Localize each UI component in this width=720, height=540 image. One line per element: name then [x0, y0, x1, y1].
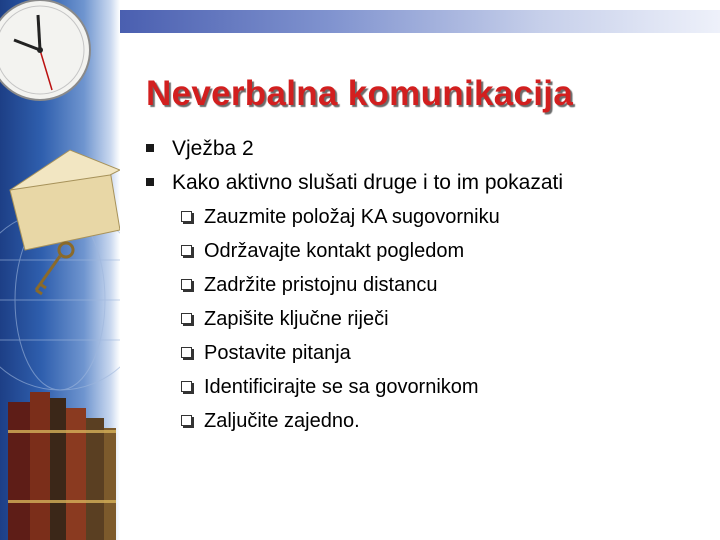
square-bullet-icon	[146, 144, 154, 152]
list-item	[144, 166, 563, 200]
books-icon	[8, 392, 116, 540]
sub-bullet-text: Zadržite pristojnu distancu	[204, 274, 438, 296]
clock-icon	[0, 0, 90, 100]
slide-title: Neverbalna komunikacija	[146, 74, 574, 113]
decorative-side-panel	[0, 0, 120, 540]
sub-bullet-text: Identificirajte se sa govornikom	[204, 376, 479, 398]
sub-list-item	[144, 336, 563, 370]
sub-list-item	[144, 234, 563, 268]
sub-bullet-text: Postavite pitanja	[204, 342, 351, 364]
box-bullet-icon	[181, 211, 192, 222]
box-bullet-icon	[181, 347, 192, 358]
sub-list-item	[144, 370, 563, 404]
sub-list-item	[144, 404, 563, 438]
sub-list-item	[144, 268, 563, 302]
sub-bullet-text: Zaljučite zajedno.	[204, 410, 360, 432]
collage-illustration	[0, 0, 120, 540]
box-bullet-icon	[181, 245, 192, 256]
bullet-text: Kako aktivno slušati druge i to im pokazati	[172, 171, 564, 194]
header-band	[120, 10, 720, 33]
envelope-icon	[10, 150, 120, 250]
box-bullet-icon	[181, 313, 192, 324]
sub-bullet-text: Održavajte kontakt pogledom	[204, 240, 465, 262]
sub-bullet-text: Zapišite ključne riječi	[204, 308, 389, 330]
sub-list-item	[144, 200, 563, 234]
sub-list-item	[144, 302, 563, 336]
sub-bullet-text: Zauzmite položaj KA sugovorniku	[204, 206, 500, 228]
bullet-list	[144, 132, 563, 438]
box-bullet-icon	[181, 279, 192, 290]
square-bullet-icon	[146, 178, 154, 186]
list-item	[144, 132, 563, 166]
key-icon	[36, 243, 73, 294]
bullet-text: Vježba 2	[172, 137, 254, 160]
box-bullet-icon	[181, 415, 192, 426]
box-bullet-icon	[181, 381, 192, 392]
